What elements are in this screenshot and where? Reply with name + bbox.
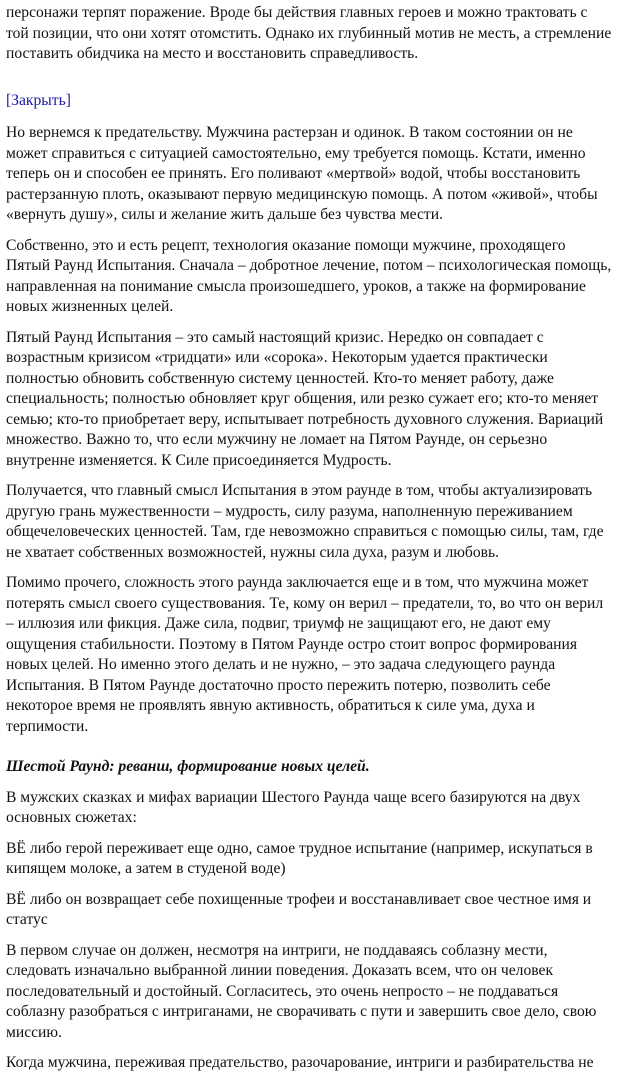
paragraph: Собственно, это и есть рецепт, технология оказание помощи мужчине, проходящего Пятый Раунд Испытания. Сначала – добротное лечение, потом – психологическая помощь, направленная на понимание смысла произошедшего, уроков, а также на формирование новых жизненных целей. <box>6 236 612 315</box>
paragraph: Когда мужчина, переживая предательство, разочарование, интриги и разбирательства не <box>6 1054 594 1071</box>
top-paragraph: персонажи терпят поражение. Вроде бы действия главных героев и можно трактовать с той позиции, что они хотят отомстить. Однако их глубинный мотив не месть, а стремление поставить обидчика на место и восстановить справедливость. <box>6 4 612 62</box>
paragraph: В мужских сказках и мифах вариации Шестого Раунда чаще всего базируются на двух основных сюжетах: <box>6 788 581 826</box>
section-heading: Шестой Раунд: реванш, формирование новых целей. <box>6 758 370 775</box>
document-body <box>6 123 613 1084</box>
paragraph: Пятый Раунд Испытания – это самый настоящий кризис. Нередко он совпадает с возрастным кризисом «тридцати» или «сорока». Некоторым удается практически полностью обновить собственную систему ценностей. Кто-то меняет работу, даже специальность; полностью обновляет круг общения, или резко сужает его; кто-то меняет семью; кто-то приобретает веру, испытывает потребность духовного служения. Вариаций множество. Важно то, что если мужчину не ломает на Пятом Раунде, он серьезно внутренне изменяется. К Силе присоединяется Мудрость. <box>6 328 604 469</box>
paragraph: Помимо прочего, сложность этого раунда заключается еще и в том, что мужчина может потерять смысл своего существования. Те, кому он верил – предатели, то, во что он верил – иллюзия или фикция. Даже сила, подвиг, триумф не защищают его, не дают ему ощущения стабильности. Поэтому в Пятом Раунде остро стоит вопрос формирования новых целей. Но именно этого делать и не нужно, – это задача следующего раунда Испытания. В Пятом Раунде достаточно просто пережить потерю, позволить себе некоторое время не проявлять явную активность, обратиться к силе ума, духа и терпимости. <box>6 574 604 735</box>
close-link[interactable]: [Закрыть] <box>6 92 71 109</box>
list-item: ВЁ либо он возвращает себе похищенные трофеи и восстанавливает свое честное имя и статус <box>6 890 592 928</box>
paragraph: Но вернемся к предательству. Мужчина растерзан и одинок. В таком состоянии он не может справиться с ситуацией самостоятельно, ему требуется помощь. Кстати, именно теперь он и способен ее принять. Его поливают «мертвой» водой, чтобы восстановить растерзанную плоть, оказывают первую медицинскую помощь. А потом «живой», чтобы «вернуть душу», силы и желание жить дальше без чувства мести. <box>6 124 598 223</box>
paragraph: Получается, что главный смысл Испытания в этом раунде в том, чтобы актуализировать другую грань мужественности – мудрость, силу разума, наполненную переживанием общечеловеческих ценностей. Там, где невозможно справиться с помощью силы, там, где не хватает собственных возможностей, нужны сила духа, разум и любовь. <box>6 482 604 561</box>
paragraph: В первом случае он должен, несмотря на интриги, не поддаваясь соблазну мести, следовать изначально выбранной линии поведения. Доказать всем, что он человек последовательный и достойный. Согласитесь, это очень непросто – не поддаваться соблазну разобраться с интриганами, не сворачивать с пути и завершить свое дело, свою миссию. <box>6 941 597 1041</box>
list-item: ВЁ либо герой переживает еще одно, самое трудное испытание (например, искупаться в кипящем молоке, а затем в студеной воде) <box>6 839 593 877</box>
